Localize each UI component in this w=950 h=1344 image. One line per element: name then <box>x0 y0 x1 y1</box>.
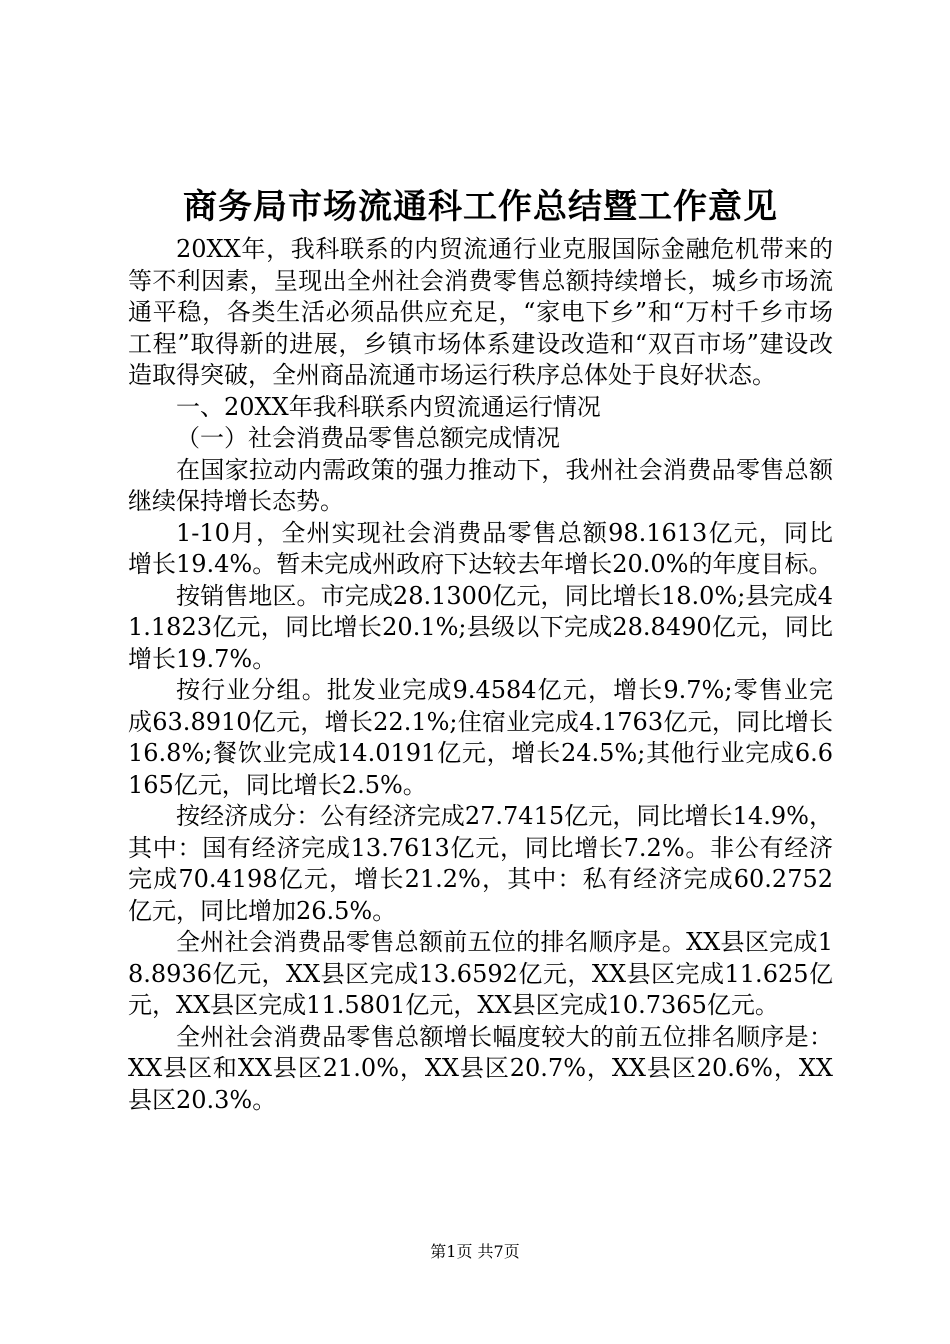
section-heading-1: 一、20XX年我科联系内贸流通运行情况 <box>176 392 601 421</box>
paragraph-total: 1-10月，全州实现社会消费品零售总额98.1613亿元，同比增长19.4%。暂未完成州政府下达较去年增长20.0%的年度目标。 <box>128 518 833 578</box>
page-number-footer: 第1页 共7页 <box>430 1242 520 1261</box>
paragraph-by-region: 按销售地区。市完成28.1300亿元，同比增长18.0%;县完成41.1823亿元，同比增长20.1%;县级以下完成28.8490亿元，同比增长19.7%。 <box>128 581 833 673</box>
paragraph-by-ownership: 按经济成分：公有经济完成27.7415亿元，同比增长14.9%，其中：国有经济完成13.7613亿元，同比增长7.2%。非公有经济完成70.4198亿元，增长21.2%，其中：私有经济完成60.2752亿元，同比增加26.5%。 <box>128 802 833 925</box>
paragraph-top-five-total: 全州社会消费品零售总额前五位的排名顺序是。XX县区完成18.8936亿元，XX县区完成13.6592亿元，XX县区完成11.625亿元，XX县区完成11.5801亿元，XX县区完成10.7365亿元。 <box>128 928 833 1019</box>
paragraph-by-industry: 按行业分组。批发业完成9.4584亿元，增长9.7%;零售业完成63.8910亿元，增长22.1%;住宿业完成4.1763亿元，同比增长16.8%;餐饮业完成14.0191亿元，增长24.5%;其他行业完成6.6165亿元，同比增长2.5%。 <box>128 676 833 799</box>
document-page <box>128 180 833 1116</box>
subsection-heading-1: （一）社会消费品零售总额完成情况 <box>176 424 560 452</box>
document-title: 商务局市场流通科工作总结暨工作意见 <box>183 187 778 227</box>
paragraph-top-five-growth: 全州社会消费品零售总额增长幅度较大的前五位排名顺序是：XX县区和XX县区21.0%，XX县区20.7%，XX县区20.6%，XX县区20.3%。 <box>128 1022 833 1114</box>
paragraph-policy: 在国家拉动内需政策的强力推动下，我州社会消费品零售总额继续保持增长态势。 <box>128 455 833 515</box>
paragraph-intro: 20XX年，我科联系的内贸流通行业克服国际金融危机带来的等不利因素，呈现出全州社会消费零售总额持续增长，城乡市场流通平稳，各类生活必须品供应充足，“家电下乡”和“万村千乡市场工程”取得新的进展，乡镇市场体系建设改造和“双百市场”建设改造取得突破，全州商品流通市场运行秩序总体处于良好状态。 <box>128 235 833 389</box>
